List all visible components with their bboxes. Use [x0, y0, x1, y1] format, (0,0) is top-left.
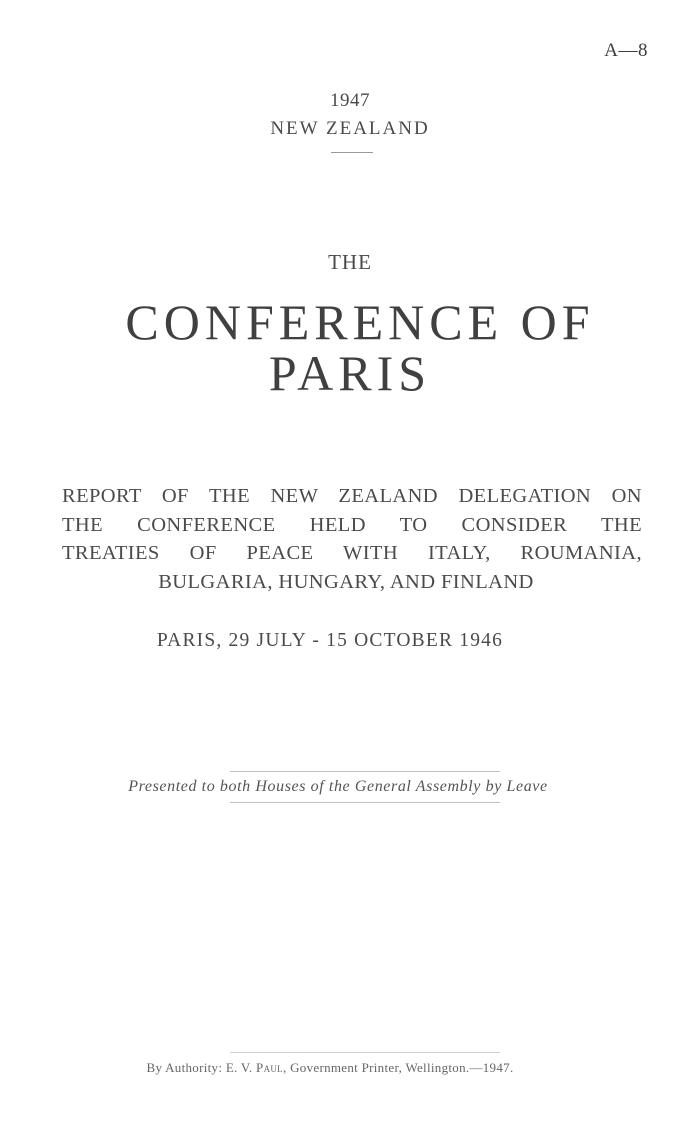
- printer-name: Paul: [256, 1060, 283, 1075]
- footer-rule: [230, 1052, 500, 1053]
- subtitle-line: BULGARIA, HUNGARY, AND FINLAND: [158, 570, 534, 593]
- report-subtitle: [62, 482, 642, 596]
- country-heading: NEW ZEALAND: [270, 118, 430, 139]
- subtitle-line: THE CONFERENCE HELD TO CONSIDER THE: [62, 513, 642, 536]
- title-article: THE: [328, 250, 372, 274]
- subtitle-line: TREATIES OF PEACE WITH ITALY, ROUMANIA,: [62, 542, 642, 564]
- imprint-prefix: By Authority: E. V.: [146, 1060, 257, 1075]
- page-title-line-1: CONFERENCE OF: [125, 294, 595, 350]
- conference-dates: PARIS, 29 JULY - 15 OCTOBER 1946: [156, 630, 504, 651]
- divider-rule: [230, 771, 500, 772]
- divider-rule: [331, 152, 373, 153]
- publication-year: 1947: [330, 90, 370, 111]
- page-title-line-2: PARIS: [268, 345, 432, 401]
- printer-imprint: [0, 1060, 680, 1076]
- subtitle-line: REPORT OF THE NEW ZEALAND DELEGATION ON: [62, 485, 642, 507]
- imprint-suffix: , Government Printer, Wellington.—1947.: [282, 1060, 514, 1075]
- divider-rule: [230, 802, 500, 803]
- paper-number: A—8: [604, 40, 648, 61]
- presented-note: Presented to both Houses of the General Assembly by Leave: [128, 778, 548, 795]
